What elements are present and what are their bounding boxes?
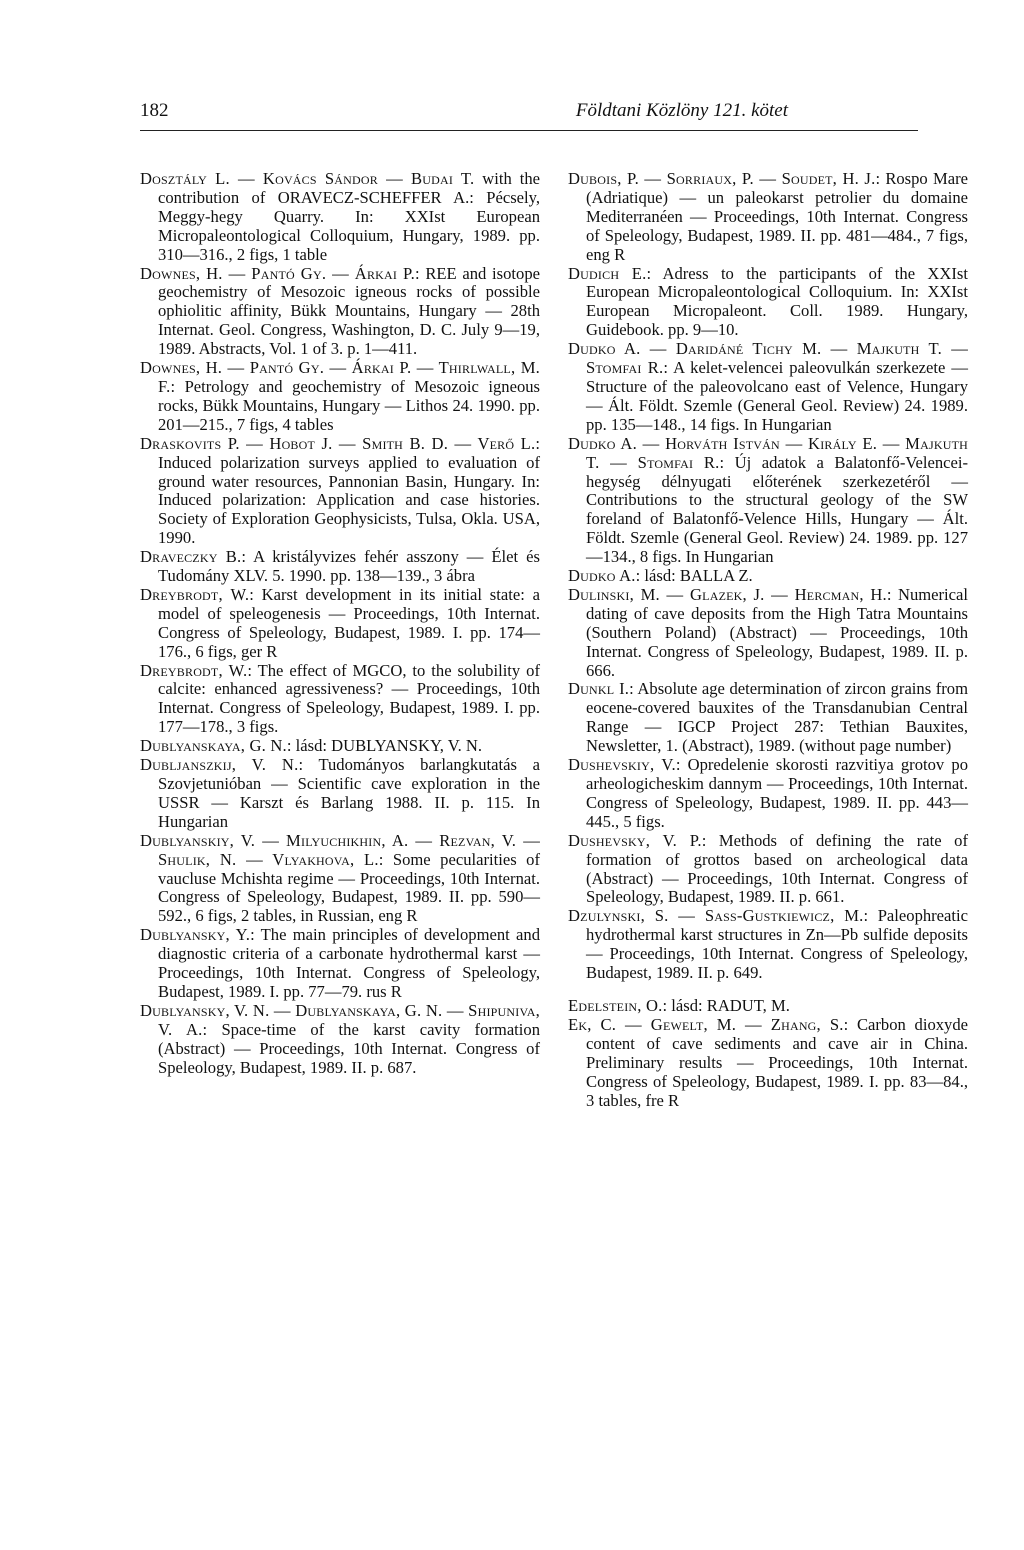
entry-text: : Carbon dioxyde content of cave sediments and cave air in China. Preliminary results — Proceedings, 10th Internat. Congress of Speleology, Budapest, 1989. I. pp. 83—84., 3 tables, fre R — [586, 1014, 968, 1110]
bibliography-entry — [568, 435, 968, 567]
entry-authors: Dudich E. — [568, 263, 647, 283]
entry-text: : Adress to the participants of the XXIst European Micropaleontological Colloquium. In: XXIst European Micropaleont. Coll. 1989. Hungary, Guidebook. pp. 9—10. — [586, 263, 968, 340]
entry-authors: Dubljanszkij, V. N. — [140, 755, 299, 775]
entry-authors: Dushevskiy, V. — [568, 755, 676, 775]
entry-authors: Draveczky B. — [140, 547, 242, 567]
entry-text: : Space-time of the karst cavity formation (Abstract) — Proceedings, 10th Internat. Congress of Speleology, Budapest, 1989. II. p. 687. — [158, 1019, 540, 1077]
entry-text: : The main principles of development and diagnostic criteria of a carbonate hydrothermal karst — Proceedings, 10th Internat. Congress of Speleology, Budapest, 1989. I. pp. 77—79. rus R — [158, 925, 540, 1001]
bibliography-entry — [140, 265, 540, 360]
bibliography-entry — [568, 170, 968, 265]
entry-authors: Dudko A. — [568, 566, 636, 586]
page-number: 182 — [140, 100, 169, 121]
entry-authors: Dzulynski, S. — Sass-Gustkiewicz, M. — [568, 906, 864, 926]
entry-authors: Downes, H. — Pantó Gy. — Árkai P. — [140, 263, 415, 283]
bibliography-entry — [140, 1002, 540, 1078]
bibliography-entry — [140, 926, 540, 1002]
entry-authors: Dreybrodt, W. — [140, 584, 250, 604]
entry-authors: Dreybrodt, W. — [140, 660, 248, 680]
entry-text: : lásd: RADUT, M. — [662, 995, 790, 1015]
entry-text: with the contribution of ORAVECZ-SCHEFFER A.: Pécsely, Meggy-hegy Quarry. In: XXIst European Micropaleontological Colloquium, Hungary, 1989. pp. 310—316., 2 figs, 1 table — [158, 169, 540, 264]
entry-text: : Methods of defining the rate of formation of grottos based on archeological data (Abstract) — Proceedings, 10th Internat. Congress of Speleology, Budapest, 1989. II. p. 661. — [586, 830, 968, 907]
entry-authors: Dudko A. — Horváth István — Király E. — Majkuth T. — Stomfai R. — [568, 433, 968, 472]
entry-authors: Dubois, P. — Sorriaux, P. — Soudet, H. J. — [568, 169, 876, 188]
entry-text: : A kelet-velencei paleovulkán szerkezete — Structure of the paleovolcano east of Velence, Hungary — Ált. Földt. Szemle (General Geol. Review) 24. 1989. pp. 135—148., 14 figs. In Hungarian — [586, 358, 968, 434]
bibliography-entry — [140, 662, 540, 738]
entry-authors: Dunkl I. — [568, 679, 630, 699]
entry-authors: Dublyansky, V. N. — Dublyanskaya, G. N. — Shipuniva, V. A. — [140, 1000, 540, 1039]
entry-authors: Dublyansky, Y. — [140, 925, 251, 945]
entry-text: : Karst development in its initial state: a model of speleogenesis — Proceedings, 10th Internat. Congress of Speleology, Budapest, 1989. I. pp. 174—176., 6 figs, ger R — [158, 584, 541, 661]
entry-authors: Dulinski, M. — Glazek, J. — Hercman, H. — [568, 584, 887, 604]
entry-authors: Ek, C. — Gewelt, M. — Zhang, S. — [568, 1014, 844, 1034]
entry-text: : Absolute age determination of zircon grains from eocene-covered bauxites of the Transdanubian Central Range — IGCP Project 287: Tethian Bauxites, Newsletter, 1. (Abstract), 1989. (without page number) — [586, 679, 968, 756]
entry-text: : Rospo Mare (Adriatique) — un paleokarst petrolier du domaine Mediterranéen — Proceedings, 10th Internat. Congress of Speleology, Budapest, 1989. II. pp. 481—484., 7 figs, eng R — [586, 169, 968, 264]
entry-text: : A kristályvizes fehér asszony — Élet és Tudomány XLV. 5. 1990. pp. 138—139., 3 ábra — [158, 547, 540, 586]
bibliography-entry — [140, 359, 540, 435]
entry-authors: Dushevsky, V. P. — [568, 830, 702, 850]
entry-text: : Opredelenie skorosti razvitiya grotov po arheologicheskim dannym — Proceedings, 10th Internat. Congress of Speleology, Budapest, 1989. II. pp. 443—445., 5 figs. — [586, 755, 968, 831]
bibliography-entry — [568, 680, 968, 756]
entry-authors: Draskovits P. — Hobot J. — Smith B. D. — Verő L. — [140, 433, 536, 453]
bibliography-columns — [140, 170, 970, 1490]
bibliography-entry — [568, 907, 968, 983]
entry-authors: Downes, H. — Pantó Gy. — Árkai P. — Thirlwall, M. F. — [140, 358, 540, 396]
entry-text: : lásd: DUBLYANSKY, V. N. — [286, 736, 483, 756]
entry-authors: Dublyanskiy, V. — Milyuchikhin, A. — Rezvan, V. — Shulik, N. — Vlyakhova, L. — [140, 830, 540, 869]
entry-text: : Some pecularities of vaucluse Mchishta regime — Proceedings, 10th Internat. Congress of Speleology, Budapest, 1989. II. pp. 590—592., 6 figs, 2 tables, in Russian, eng R — [158, 849, 540, 926]
entry-authors: Dosztály L. — Kovács Sándor — Budai T. — [140, 169, 475, 188]
page-header — [140, 100, 918, 131]
entry-text: : Induced polarization surveys applied to evaluation of ground water resources, Pannonian Basin, Hungary. In: Induced polarization: Application and case histories. Society of Exploration Geophysicists, Tulsa, Okla. USA, 1990. — [158, 433, 540, 548]
right-column — [568, 170, 968, 1110]
bibliography-entry — [568, 340, 968, 435]
left-column — [140, 170, 540, 1078]
entry-authors: Dudko A. — Daridáné Tichy M. — Majkuth T. — Stomfai R. — [568, 339, 968, 378]
entry-text: : REE and isotope geochemistry of Mesozoic igneous rocks of possible ophiolitic affinity, Bükk Mountains, Hungary — 28th Internat. Geol. Congress, Washington, D. C. July 9—19, 1989. Abstracts, Vol. 1 of 3. p. 1—411. — [158, 263, 540, 359]
bibliography-entry — [568, 997, 968, 1016]
bibliography-entry — [568, 1016, 968, 1111]
bibliography-entry — [140, 737, 540, 756]
bibliography-entry — [140, 832, 540, 927]
entry-text: : The effect of MGCO, to the solubility of calcite: enhanced agressiveness? — Proceedings, 10th Internat. Congress of Speleology, Budapest, 1989. I. pp. 177—178., 3 figs. — [158, 660, 540, 737]
entry-text: : Petrology and geochemistry of Mesozoic igneous rocks, Bükk Mountains, Hungary — Lithos 24. 1990. pp. 201—215., 7 figs, 4 tables — [158, 376, 540, 434]
entry-text: : Új adatok a Balatonfő-Velencei-hegység délnyugati előterének szerkezetéről — Contributions to the structural geology of the SW foreland of Balatonfő-Velence Hills, Hungary — Ált. Földt. Szemle (General Geol. Review) 24. 1989. pp. 127—134., 8 figs. In Hungarian — [586, 452, 968, 567]
bibliography-entry — [140, 586, 540, 662]
bibliography-entry — [140, 756, 540, 832]
bibliography-entry — [140, 435, 540, 548]
entry-authors: Dublyanskaya, G. N. — [140, 736, 287, 756]
entry-text: : lásd: BALLA Z. — [635, 566, 753, 586]
entry-text: : Numerical dating of cave deposits from the High Tatra Mountains (Southern Poland) (Abstract) — Proceedings, 10th Internat. Congress of Speleology, Budapest, 1989. II. p. 666. — [586, 584, 968, 680]
bibliography-entry — [568, 756, 968, 832]
bibliography-entry — [568, 265, 968, 341]
bibliography-entry — [140, 170, 540, 265]
bibliography-entry — [140, 548, 540, 586]
entry-text: : Paleophreatic hydrothermal karst structures in Zn—Pb sulfide deposits — Proceedings, 10th Internat. Congress of Speleology, Budapest, 1989. II. p. 649. — [586, 906, 969, 983]
entry-authors: Edelstein, O. — [568, 995, 663, 1015]
bibliography-entry — [568, 567, 968, 586]
entry-gap — [568, 983, 968, 997]
bibliography-entry — [568, 586, 968, 681]
bibliography-entry — [568, 832, 968, 908]
running-title: Földtani Közlöny 121. kötet — [575, 100, 788, 121]
entry-text: : Tudományos barlangkutatás a Szovjetunióban — Scientific cave exploration in the USSR — Karszt és Barlang 1988. II. p. 115. In Hungarian — [158, 755, 540, 831]
